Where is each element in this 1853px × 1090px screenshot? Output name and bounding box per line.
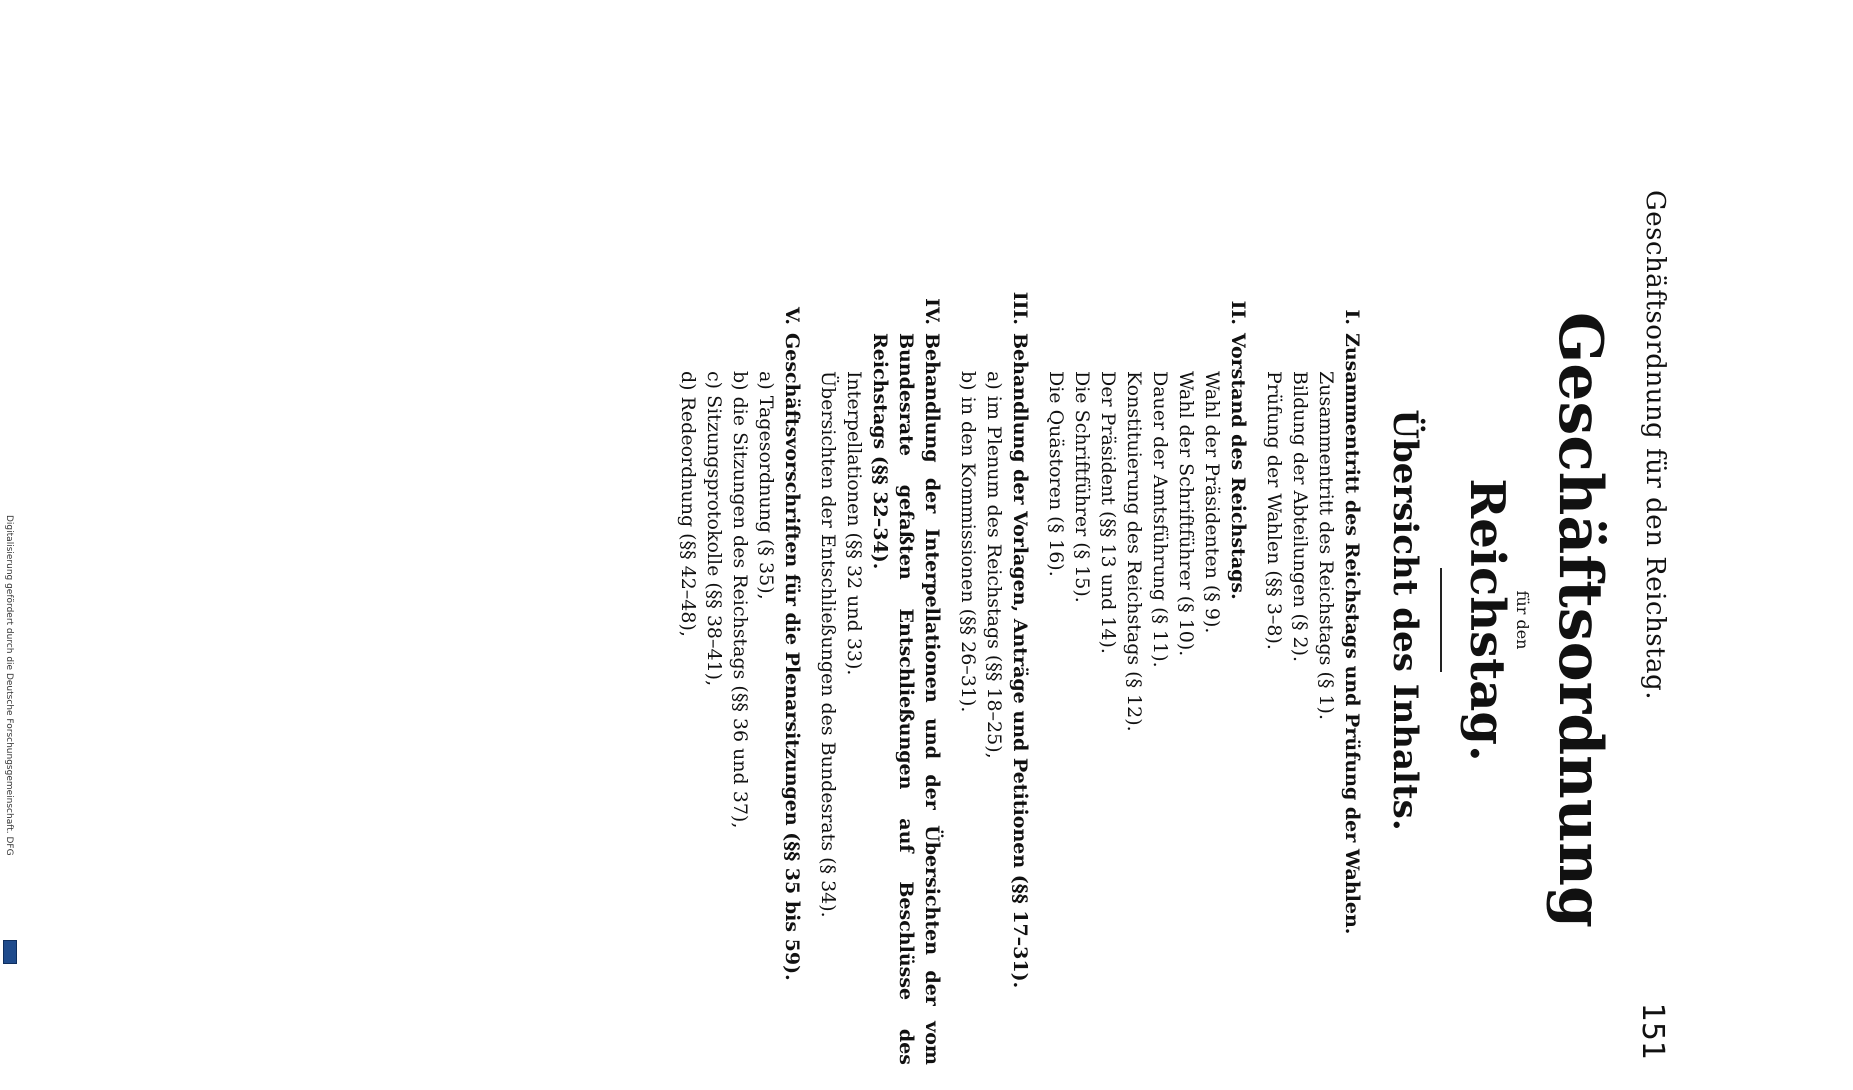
section-number: V. <box>781 306 803 325</box>
section-number: I. <box>1341 309 1363 325</box>
toc-section <box>675 285 805 1065</box>
toc-item: Wahl der Schriftführer (§ 10). <box>1175 371 1197 657</box>
toc-item: c) Sitzungsprotokolle (§§ 38–41), <box>703 371 725 687</box>
toc-item: Der Präsident (§§ 13 und 14). <box>1097 371 1119 654</box>
table-of-contents <box>675 285 1365 1065</box>
toc-section <box>1261 285 1365 1065</box>
toc-item: Zusammentritt des Reichstags (§ 1). <box>1315 371 1337 720</box>
section-title: Vorstand des Reichstags. <box>1227 333 1249 600</box>
section-title: Behandlung der Vorlagen, Anträge und Petitionen (§§ 17–31). <box>1009 333 1031 989</box>
toc-item: Konstituierung des Reichstags (§ 12). <box>1123 371 1145 732</box>
section-title: Behandlung der Interpellationen und der Übersichten der vom Bundesrate gefaßten Entschließungen auf Beschlüsse des Reichstags (§§ 32–34). <box>869 333 943 1065</box>
title-reichstag: Reichstag. <box>1459 478 1515 762</box>
toc-section <box>955 285 1033 1065</box>
toc-item: Interpellationen (§§ 32 und 33). <box>843 371 865 676</box>
toc-item: Dauer der Amtsführung (§ 11). <box>1149 371 1171 668</box>
toc-item: Die Schriftführer (§ 15). <box>1071 371 1093 603</box>
dfg-logo-icon <box>3 940 17 964</box>
dfg-watermark: Digitalisierung gefördert durch die Deutsche Forschungsgemeinschaft. DFG <box>4 515 14 856</box>
toc-item: Bildung der Abteilungen (§ 2). <box>1289 371 1311 663</box>
running-head: Geschäftsordnung für den Reichstag. <box>1640 190 1670 700</box>
toc-item: Wahl der Präsidenten (§ 9). <box>1201 371 1223 634</box>
toc-item: Übersichten der Entschließungen des Bundesrats (§ 34). <box>817 371 839 918</box>
toc-section <box>1043 285 1251 1065</box>
toc-item: a) Tagesordnung (§ 35), <box>755 371 777 600</box>
toc-item: b) die Sitzungen des Reichstags (§§ 36 und 37), <box>729 371 751 829</box>
toc-item: b) in den Kommissionen (§§ 26–31). <box>957 371 979 713</box>
page-number: 151 <box>1635 1002 1670 1060</box>
title-fuer-den: für den <box>1513 590 1532 650</box>
toc-item: Prüfung der Wahlen (§§ 3–8). <box>1263 371 1285 650</box>
title-main: Geschäftsordnung <box>1545 312 1615 928</box>
section-number: III. <box>1009 291 1031 325</box>
toc-section <box>815 285 945 1065</box>
section-title: Zusammentritt des Reichstags und Prüfung der Wahlen. <box>1341 333 1363 935</box>
title-divider <box>1440 568 1442 672</box>
section-number: IV. <box>921 298 943 325</box>
section-number: II. <box>1227 300 1249 325</box>
toc-item: a) im Plenum des Reichstags (§§ 18–25), <box>983 371 1005 759</box>
document-page <box>310 150 1710 1090</box>
section-title: Geschäftsvorschriften für die Plenarsitzungen (§§ 35 bis 59). <box>781 333 803 981</box>
contents-heading: Übersicht des Inhalts. <box>1385 409 1425 831</box>
toc-item: Die Quästoren (§ 16). <box>1045 371 1067 577</box>
toc-item: d) Redeordnung (§§ 42–48), <box>677 371 699 637</box>
